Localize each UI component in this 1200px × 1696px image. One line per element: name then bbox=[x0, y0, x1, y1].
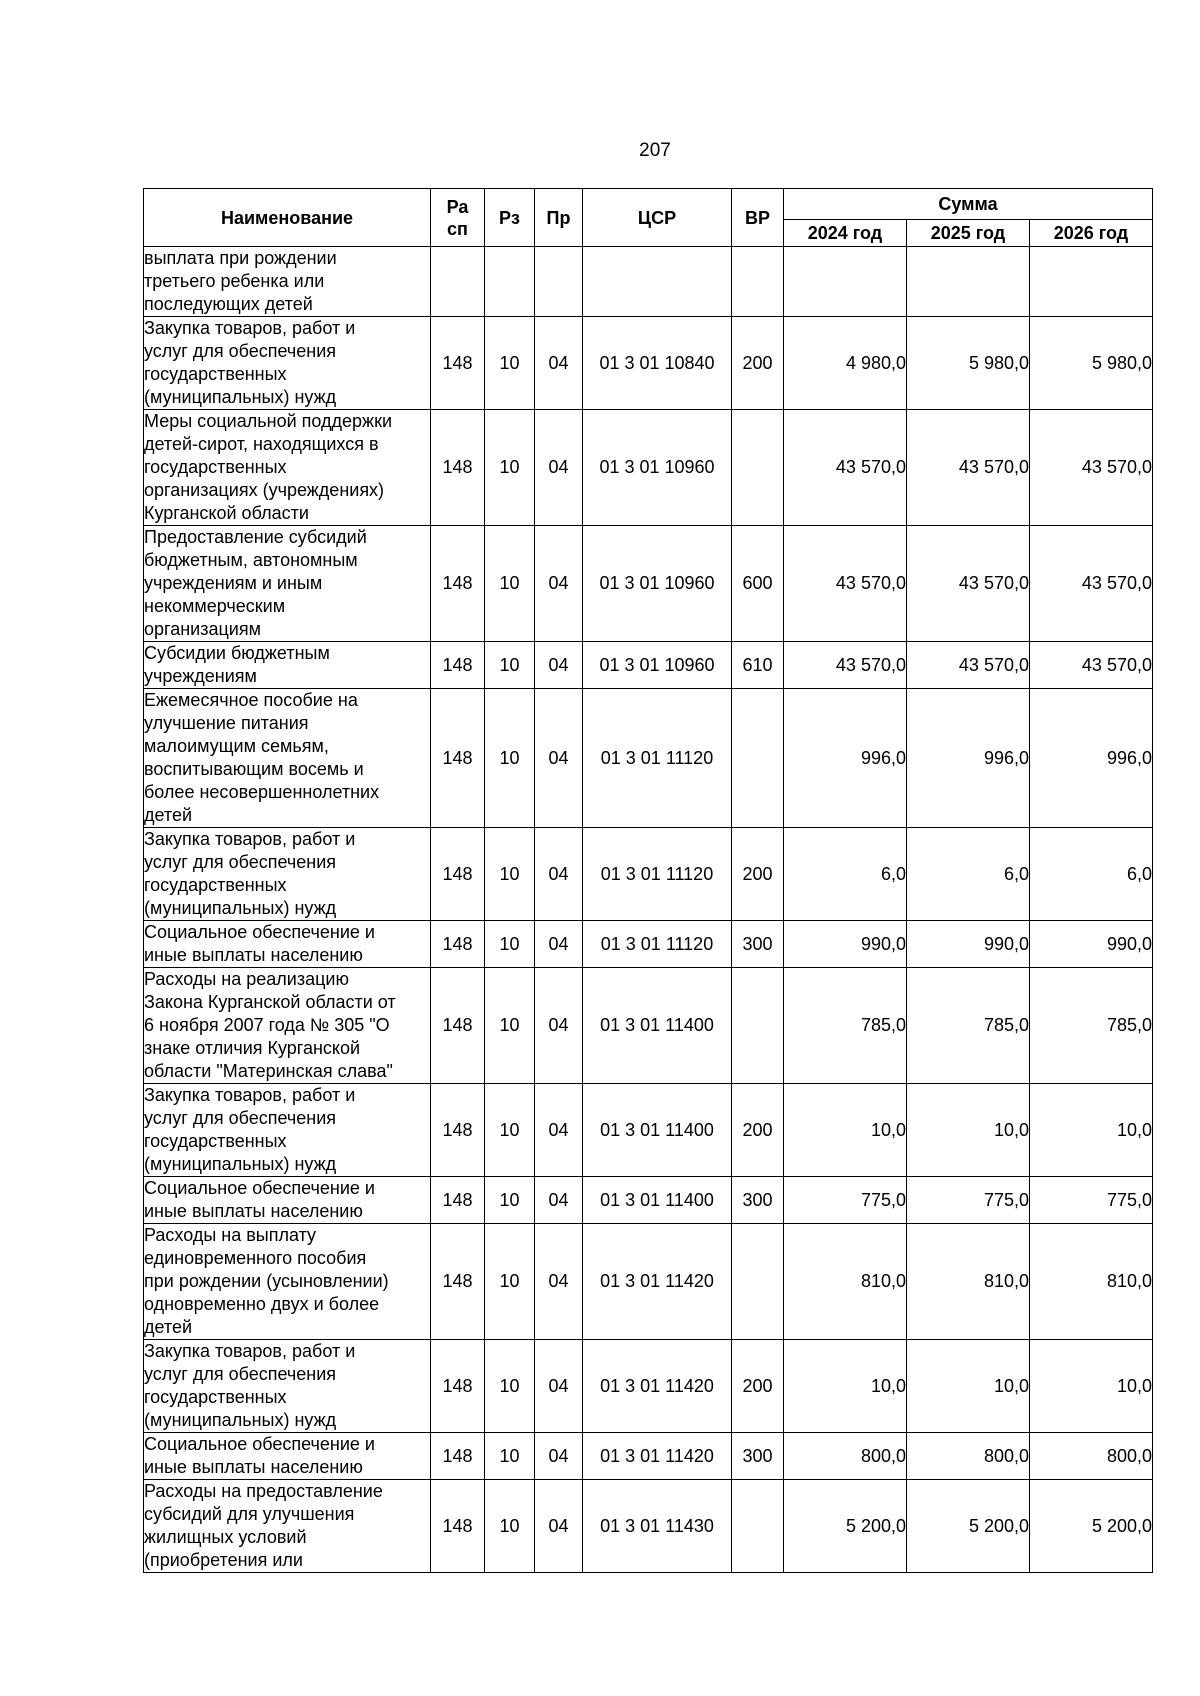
cell-amount-2024: 800,0 bbox=[784, 1433, 907, 1480]
cell-amount-2026: 6,0 bbox=[1030, 828, 1153, 921]
cell-amount-2026: 5 200,0 bbox=[1030, 1480, 1153, 1573]
cell-rz: 10 bbox=[485, 410, 535, 526]
cell-name: Меры социальной поддержки детей-сирот, находящихся в государственных организациях (учреждениях) Курганской области bbox=[144, 410, 431, 526]
col-header-summa: Сумма bbox=[784, 189, 1153, 220]
cell-pr: 04 bbox=[535, 642, 583, 689]
cell-pr: 04 bbox=[535, 317, 583, 410]
cell-amount-2024: 810,0 bbox=[784, 1224, 907, 1340]
cell-rasp: 148 bbox=[431, 410, 485, 526]
cell-csr: 01 3 01 11420 bbox=[583, 1433, 732, 1480]
cell-amount-2025: 5 980,0 bbox=[907, 317, 1030, 410]
cell-csr: 01 3 01 11120 bbox=[583, 828, 732, 921]
cell-vr: 300 bbox=[732, 1433, 784, 1480]
cell-rasp: 148 bbox=[431, 1084, 485, 1177]
cell-amount-2026: 5 980,0 bbox=[1030, 317, 1153, 410]
cell-amount-2025: 5 200,0 bbox=[907, 1480, 1030, 1573]
cell-rasp: 148 bbox=[431, 1177, 485, 1224]
cell-name: Расходы на реализацию Закона Курганской области от 6 ноября 2007 года № 305 "О знаке отличия Курганской области "Материнская слава" bbox=[144, 968, 431, 1084]
cell-amount-2024: 6,0 bbox=[784, 828, 907, 921]
cell-amount-2024: 775,0 bbox=[784, 1177, 907, 1224]
table-row bbox=[144, 921, 1153, 968]
cell-vr: 200 bbox=[732, 317, 784, 410]
cell-rz: 10 bbox=[485, 968, 535, 1084]
cell-rasp bbox=[431, 247, 485, 317]
cell-amount-2025: 990,0 bbox=[907, 921, 1030, 968]
col-header-rz: Рз bbox=[485, 189, 535, 247]
cell-vr bbox=[732, 1480, 784, 1573]
cell-name: Расходы на предоставление субсидий для улучшения жилищных условий (приобретения или bbox=[144, 1480, 431, 1573]
cell-rz: 10 bbox=[485, 1084, 535, 1177]
table-row bbox=[144, 247, 1153, 317]
cell-amount-2026: 810,0 bbox=[1030, 1224, 1153, 1340]
cell-csr: 01 3 01 10960 bbox=[583, 526, 732, 642]
cell-pr: 04 bbox=[535, 921, 583, 968]
table-row bbox=[144, 1340, 1153, 1433]
budget-table bbox=[143, 188, 1153, 1573]
cell-rz: 10 bbox=[485, 689, 535, 828]
table-row bbox=[144, 642, 1153, 689]
cell-pr: 04 bbox=[535, 1340, 583, 1433]
cell-rz: 10 bbox=[485, 921, 535, 968]
cell-csr: 01 3 01 10960 bbox=[583, 410, 732, 526]
table-row bbox=[144, 828, 1153, 921]
cell-vr bbox=[732, 410, 784, 526]
cell-vr: 600 bbox=[732, 526, 784, 642]
cell-pr: 04 bbox=[535, 526, 583, 642]
cell-pr: 04 bbox=[535, 410, 583, 526]
table-row bbox=[144, 410, 1153, 526]
cell-vr: 610 bbox=[732, 642, 784, 689]
cell-rz: 10 bbox=[485, 1480, 535, 1573]
cell-csr: 01 3 01 11430 bbox=[583, 1480, 732, 1573]
cell-name: Предоставление субсидий бюджетным, автономным учреждениям и иным некоммерческим организациям bbox=[144, 526, 431, 642]
cell-amount-2025: 775,0 bbox=[907, 1177, 1030, 1224]
cell-name: Социальное обеспечение и иные выплаты населению bbox=[144, 1433, 431, 1480]
cell-amount-2025: 785,0 bbox=[907, 968, 1030, 1084]
cell-amount-2025: 810,0 bbox=[907, 1224, 1030, 1340]
cell-pr: 04 bbox=[535, 1224, 583, 1340]
cell-name: Расходы на выплату единовременного пособия при рождении (усыновлении) одновременно двух и более детей bbox=[144, 1224, 431, 1340]
cell-rasp: 148 bbox=[431, 828, 485, 921]
table-row bbox=[144, 1433, 1153, 1480]
cell-rz bbox=[485, 247, 535, 317]
cell-pr bbox=[535, 247, 583, 317]
col-header-pr: Пр bbox=[535, 189, 583, 247]
cell-amount-2024: 4 980,0 bbox=[784, 317, 907, 410]
table-row bbox=[144, 1480, 1153, 1573]
cell-rasp: 148 bbox=[431, 921, 485, 968]
cell-amount-2025 bbox=[907, 247, 1030, 317]
cell-amount-2024: 43 570,0 bbox=[784, 642, 907, 689]
cell-rasp: 148 bbox=[431, 1340, 485, 1433]
cell-vr: 200 bbox=[732, 1084, 784, 1177]
cell-rasp: 148 bbox=[431, 317, 485, 410]
cell-amount-2024 bbox=[784, 247, 907, 317]
table-row bbox=[144, 1224, 1153, 1340]
cell-vr bbox=[732, 689, 784, 828]
cell-rz: 10 bbox=[485, 828, 535, 921]
cell-name: Закупка товаров, работ и услуг для обеспечения государственных (муниципальных) нужд bbox=[144, 1084, 431, 1177]
cell-amount-2025: 6,0 bbox=[907, 828, 1030, 921]
cell-rasp: 148 bbox=[431, 1433, 485, 1480]
cell-amount-2024: 5 200,0 bbox=[784, 1480, 907, 1573]
cell-name: Социальное обеспечение и иные выплаты населению bbox=[144, 921, 431, 968]
cell-rasp: 148 bbox=[431, 689, 485, 828]
col-header-name: Наименование bbox=[144, 189, 431, 247]
cell-vr bbox=[732, 968, 784, 1084]
cell-rz: 10 bbox=[485, 1433, 535, 1480]
cell-amount-2026: 10,0 bbox=[1030, 1084, 1153, 1177]
cell-rz: 10 bbox=[485, 1224, 535, 1340]
cell-rasp: 148 bbox=[431, 642, 485, 689]
cell-rasp: 148 bbox=[431, 1480, 485, 1573]
cell-pr: 04 bbox=[535, 1084, 583, 1177]
table-row bbox=[144, 1084, 1153, 1177]
col-header-vr: ВР bbox=[732, 189, 784, 247]
cell-rz: 10 bbox=[485, 1177, 535, 1224]
cell-name: выплата при рождении третьего ребенка или последующих детей bbox=[144, 247, 431, 317]
cell-amount-2025: 800,0 bbox=[907, 1433, 1030, 1480]
cell-amount-2026: 990,0 bbox=[1030, 921, 1153, 968]
cell-csr: 01 3 01 10840 bbox=[583, 317, 732, 410]
cell-amount-2024: 10,0 bbox=[784, 1084, 907, 1177]
col-header-rasp bbox=[431, 189, 485, 247]
cell-amount-2024: 43 570,0 bbox=[784, 526, 907, 642]
cell-name: Ежемесячное пособие на улучшение питания малоимущим семьям, воспитывающим восемь и более несовершеннолетних детей bbox=[144, 689, 431, 828]
cell-csr: 01 3 01 11120 bbox=[583, 921, 732, 968]
cell-name: Закупка товаров, работ и услуг для обеспечения государственных (муниципальных) нужд bbox=[144, 317, 431, 410]
table-row bbox=[144, 317, 1153, 410]
cell-vr: 300 bbox=[732, 1177, 784, 1224]
table-row bbox=[144, 968, 1153, 1084]
cell-rz: 10 bbox=[485, 1340, 535, 1433]
cell-pr: 04 bbox=[535, 968, 583, 1084]
cell-pr: 04 bbox=[535, 1480, 583, 1573]
cell-rasp: 148 bbox=[431, 1224, 485, 1340]
cell-amount-2026: 785,0 bbox=[1030, 968, 1153, 1084]
cell-csr: 01 3 01 11420 bbox=[583, 1340, 732, 1433]
cell-rasp: 148 bbox=[431, 526, 485, 642]
table-row bbox=[144, 1177, 1153, 1224]
table-row bbox=[144, 689, 1153, 828]
cell-amount-2026: 10,0 bbox=[1030, 1340, 1153, 1433]
cell-name: Закупка товаров, работ и услуг для обеспечения государственных (муниципальных) нужд bbox=[144, 1340, 431, 1433]
cell-amount-2025: 996,0 bbox=[907, 689, 1030, 828]
cell-amount-2024: 990,0 bbox=[784, 921, 907, 968]
cell-amount-2024: 43 570,0 bbox=[784, 410, 907, 526]
cell-csr bbox=[583, 247, 732, 317]
cell-amount-2026: 43 570,0 bbox=[1030, 410, 1153, 526]
cell-csr: 01 3 01 11420 bbox=[583, 1224, 732, 1340]
cell-name: Социальное обеспечение и иные выплаты населению bbox=[144, 1177, 431, 1224]
cell-amount-2026: 775,0 bbox=[1030, 1177, 1153, 1224]
col-header-year-2026: 2026 год bbox=[1030, 220, 1153, 247]
cell-amount-2026: 43 570,0 bbox=[1030, 526, 1153, 642]
col-header-year-2024: 2024 год bbox=[784, 220, 907, 247]
table-body bbox=[144, 247, 1153, 1573]
page-number: 207 bbox=[639, 140, 671, 161]
cell-csr: 01 3 01 11400 bbox=[583, 1177, 732, 1224]
cell-amount-2025: 10,0 bbox=[907, 1084, 1030, 1177]
cell-rz: 10 bbox=[485, 317, 535, 410]
cell-amount-2025: 43 570,0 bbox=[907, 410, 1030, 526]
cell-name: Субсидии бюджетным учреждениям bbox=[144, 642, 431, 689]
col-header-rasp-label: Ра сп bbox=[446, 196, 469, 239]
cell-vr bbox=[732, 247, 784, 317]
cell-vr: 200 bbox=[732, 1340, 784, 1433]
col-header-year-2025: 2025 год bbox=[907, 220, 1030, 247]
cell-csr: 01 3 01 11120 bbox=[583, 689, 732, 828]
cell-amount-2025: 10,0 bbox=[907, 1340, 1030, 1433]
cell-pr: 04 bbox=[535, 828, 583, 921]
cell-amount-2024: 10,0 bbox=[784, 1340, 907, 1433]
col-header-csr: ЦСР bbox=[583, 189, 732, 247]
cell-amount-2026: 996,0 bbox=[1030, 689, 1153, 828]
cell-vr: 300 bbox=[732, 921, 784, 968]
cell-pr: 04 bbox=[535, 689, 583, 828]
cell-amount-2025: 43 570,0 bbox=[907, 526, 1030, 642]
cell-vr: 200 bbox=[732, 828, 784, 921]
cell-pr: 04 bbox=[535, 1433, 583, 1480]
cell-rasp: 148 bbox=[431, 968, 485, 1084]
cell-amount-2024: 996,0 bbox=[784, 689, 907, 828]
cell-amount-2024: 785,0 bbox=[784, 968, 907, 1084]
cell-name: Закупка товаров, работ и услуг для обеспечения государственных (муниципальных) нужд bbox=[144, 828, 431, 921]
cell-rz: 10 bbox=[485, 642, 535, 689]
cell-amount-2026: 43 570,0 bbox=[1030, 642, 1153, 689]
cell-amount-2025: 43 570,0 bbox=[907, 642, 1030, 689]
table-row bbox=[144, 526, 1153, 642]
cell-csr: 01 3 01 11400 bbox=[583, 968, 732, 1084]
cell-rz: 10 bbox=[485, 526, 535, 642]
cell-amount-2026: 800,0 bbox=[1030, 1433, 1153, 1480]
cell-csr: 01 3 01 10960 bbox=[583, 642, 732, 689]
cell-amount-2026 bbox=[1030, 247, 1153, 317]
cell-pr: 04 bbox=[535, 1177, 583, 1224]
cell-vr bbox=[732, 1224, 784, 1340]
cell-csr: 01 3 01 11400 bbox=[583, 1084, 732, 1177]
